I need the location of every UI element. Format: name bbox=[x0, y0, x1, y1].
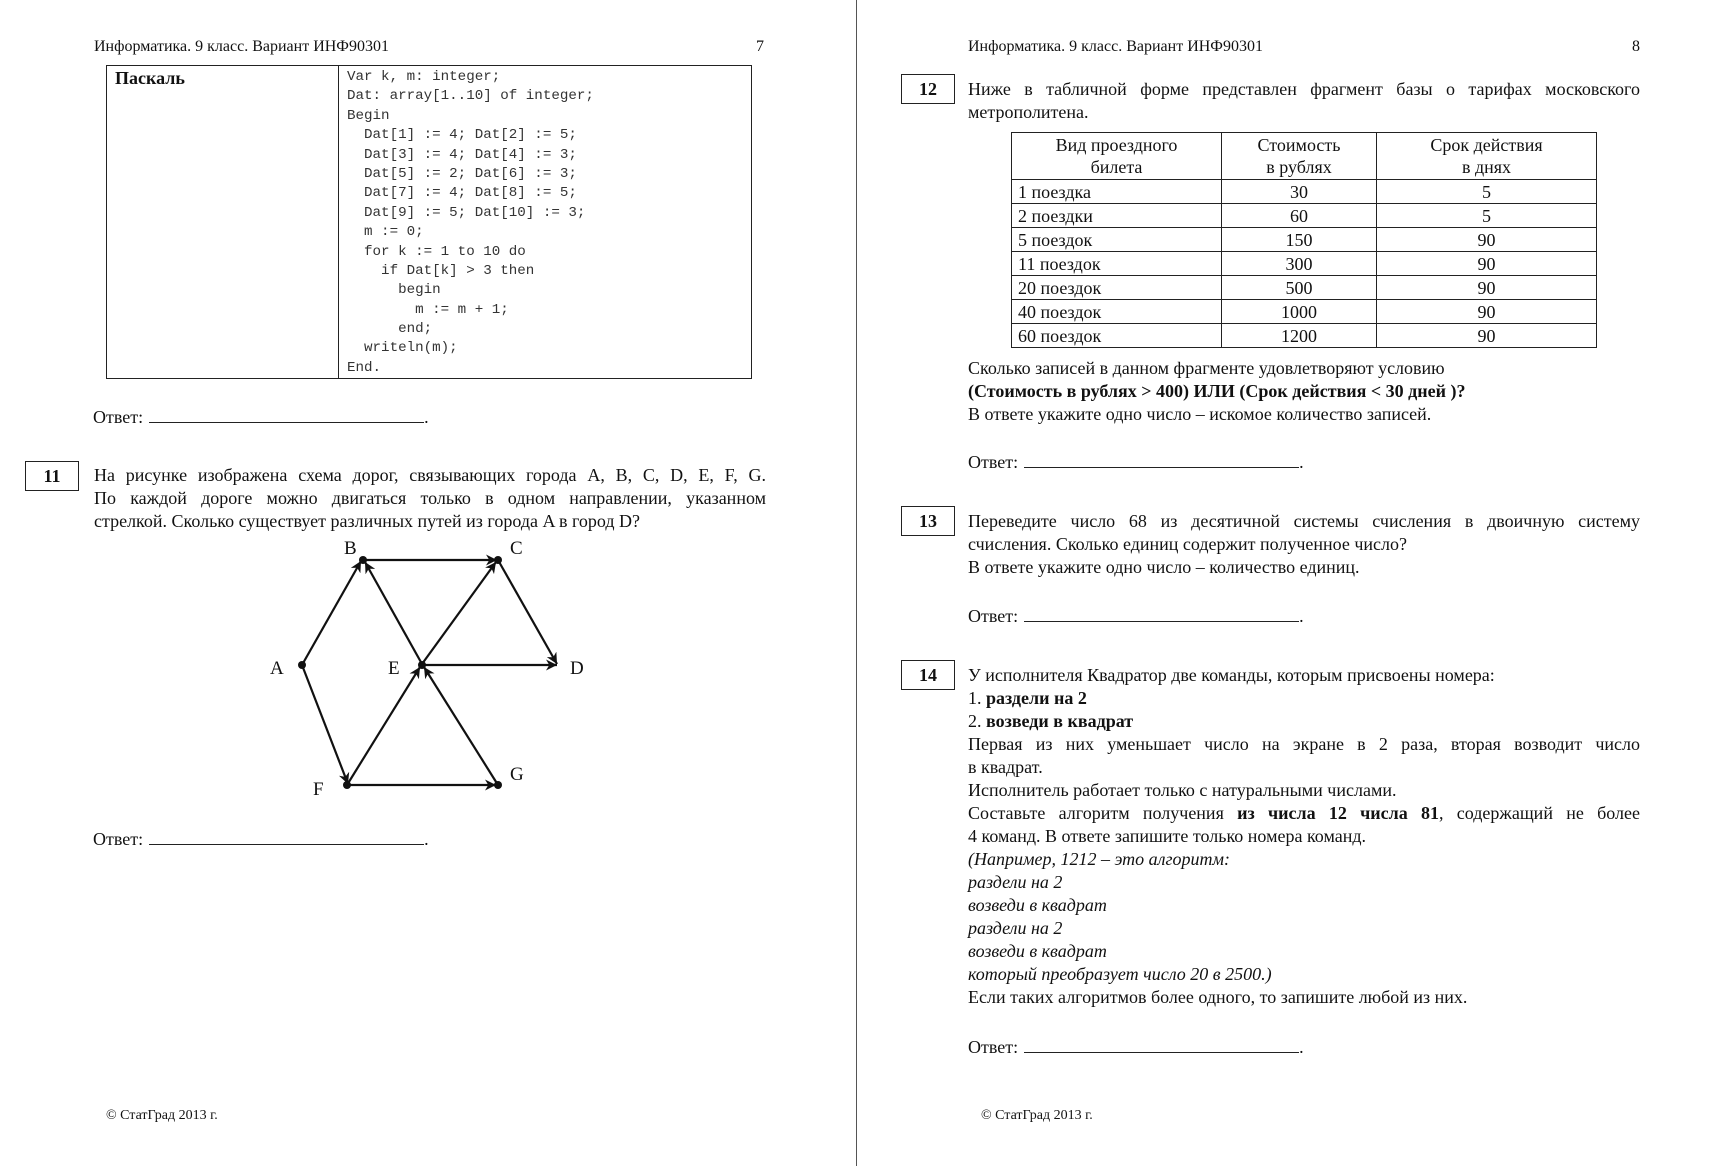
table-cell: 300 bbox=[1222, 252, 1377, 276]
task-14-text bbox=[968, 664, 1640, 1009]
task-13-line: Переведите число 68 из десятичной системы счисления в двоичную систему bbox=[968, 511, 1640, 531]
tariff-table bbox=[1011, 132, 1597, 348]
table-row bbox=[1012, 252, 1597, 276]
code-line: End. bbox=[347, 359, 382, 376]
task-12-condition: (Стоимость в рублях > 400) ИЛИ (Срок действия < 30 дней )? bbox=[968, 381, 1466, 401]
node-a bbox=[298, 661, 306, 669]
node-label-g: G bbox=[510, 764, 524, 785]
task-12-intro bbox=[968, 78, 1640, 124]
task-11-line: На рисунке изображена схема дорог, связывающих города A, B, C, D, E, F, G. bbox=[94, 465, 766, 485]
page-divider bbox=[856, 0, 857, 1166]
table-row bbox=[1012, 204, 1597, 228]
road-graph-diagram bbox=[0, 0, 856, 820]
page-number: 7 bbox=[756, 38, 764, 55]
node-b bbox=[359, 556, 367, 564]
table-cell: 40 поездок bbox=[1012, 300, 1222, 324]
table-cell: 20 поездок bbox=[1012, 276, 1222, 300]
edge-a-b bbox=[302, 561, 361, 665]
table-row bbox=[1012, 180, 1597, 204]
answer-11: Ответ: . bbox=[93, 829, 429, 849]
task-14-command-1: 1. раздели на 2 bbox=[968, 688, 1087, 708]
table-cell: 90 bbox=[1377, 276, 1597, 300]
task-14-example-line: (Например, 1212 – это алгоритм: bbox=[968, 849, 1231, 869]
code-line: Dat[1] := 4; Dat[2] := 5; bbox=[347, 127, 577, 144]
edge-a-f bbox=[302, 665, 348, 784]
task-14-example-line: возведи в квадрат bbox=[968, 941, 1107, 961]
code-line: m := m + 1; bbox=[347, 301, 509, 318]
answer-label: Ответ: bbox=[93, 829, 144, 849]
table-cell: 30 bbox=[1222, 180, 1377, 204]
answer-12: Ответ: . bbox=[968, 452, 1304, 472]
table-cell: 150 bbox=[1222, 228, 1377, 252]
task-number-13: 13 bbox=[901, 506, 955, 536]
node-label-a: A bbox=[270, 658, 284, 679]
edge-e-c bbox=[422, 562, 496, 664]
task-11-line: стрелкой. Сколько существует различных путей из города A в город D? bbox=[94, 511, 641, 531]
column-header: Стоимость в рублях bbox=[1222, 133, 1377, 180]
answer-label: Ответ: bbox=[968, 452, 1019, 472]
node-label-b: B bbox=[344, 538, 357, 559]
table-cell: 1 поездка bbox=[1012, 180, 1222, 204]
task-12-line: Сколько записей в данном фрагменте удовлетворяют условию bbox=[968, 358, 1445, 378]
node-label-e: E bbox=[388, 658, 400, 679]
answer-14: Ответ: . bbox=[968, 1037, 1304, 1057]
page-footer: © СтатГрад 2013 г. bbox=[106, 1108, 218, 1123]
code-line: for k := 1 to 10 do bbox=[347, 243, 526, 260]
answer-input-line[interactable] bbox=[149, 828, 424, 845]
code-line: begin bbox=[347, 282, 441, 299]
node-e bbox=[418, 661, 426, 669]
page-number: 8 bbox=[1632, 38, 1640, 55]
table-cell: 1000 bbox=[1222, 300, 1377, 324]
table-cell: 5 bbox=[1377, 180, 1597, 204]
code-line: Dat[9] := 5; Dat[10] := 3; bbox=[347, 204, 586, 221]
answer-13: Ответ: . bbox=[968, 606, 1304, 626]
code-line: Dat: array[1..10] of integer; bbox=[347, 88, 594, 105]
table-cell: 90 bbox=[1377, 324, 1597, 348]
task-11-line: По каждой дороге можно двигаться только в одном направлении, указанном bbox=[94, 488, 766, 508]
task-13-line: счисления. Сколько единиц содержит полученное число? bbox=[968, 534, 1407, 554]
task-number-12: 12 bbox=[901, 74, 955, 104]
column-header: Вид проездного билета bbox=[1012, 133, 1222, 180]
table-cell: 60 bbox=[1222, 204, 1377, 228]
answer-label: Ответ: bbox=[93, 407, 144, 427]
table-cell: 2 поездки bbox=[1012, 204, 1222, 228]
table-cell: 5 поездок bbox=[1012, 228, 1222, 252]
task-14-line: Если таких алгоритмов более одного, то запишите любой из них. bbox=[968, 987, 1468, 1007]
node-f bbox=[343, 781, 351, 789]
table-cell: 90 bbox=[1377, 300, 1597, 324]
page-header: Информатика. 9 класс. Вариант ИНФ90301 bbox=[94, 38, 389, 55]
table-cell: 90 bbox=[1377, 228, 1597, 252]
task-14-example-line: раздели на 2 bbox=[968, 872, 1063, 892]
table-cell: 500 bbox=[1222, 276, 1377, 300]
table-cell: 11 поездок bbox=[1012, 252, 1222, 276]
edge-g-e bbox=[424, 667, 498, 785]
answer-label: Ответ: bbox=[968, 606, 1019, 626]
page-footer: © СтатГрад 2013 г. bbox=[981, 1108, 1093, 1123]
table-cell: 90 bbox=[1377, 252, 1597, 276]
task-12-question bbox=[968, 357, 1668, 426]
answer-input-line[interactable] bbox=[1024, 605, 1299, 622]
task-number-11: 11 bbox=[25, 461, 79, 491]
answer-input-line[interactable] bbox=[1024, 1036, 1299, 1053]
answer-label: Ответ: bbox=[968, 1037, 1019, 1057]
task-number-14: 14 bbox=[901, 660, 955, 690]
task-12-line: В ответе укажите одно число – искомое количество записей. bbox=[968, 404, 1432, 424]
task-14-line: в квадрат. bbox=[968, 757, 1043, 777]
node-g bbox=[494, 781, 502, 789]
node-label-f: F bbox=[313, 779, 324, 800]
task-14-line: Исполнитель работает только с натуральными числами. bbox=[968, 780, 1397, 800]
node-c bbox=[494, 556, 502, 564]
code-line: Begin bbox=[347, 107, 390, 124]
table-cell: 1200 bbox=[1222, 324, 1377, 348]
code-language-label: Паскаль bbox=[107, 66, 339, 378]
node-label-d: D bbox=[570, 658, 584, 679]
task-14-example-line: раздели на 2 bbox=[968, 918, 1063, 938]
page-header: Информатика. 9 класс. Вариант ИНФ90301 bbox=[968, 38, 1263, 55]
table-header-row bbox=[1012, 133, 1597, 180]
task-14-line: Составьте алгоритм получения из числа 12 числа 81, содержащий не более bbox=[968, 803, 1640, 823]
edge-e-b bbox=[365, 562, 422, 664]
code-line: m := 0; bbox=[347, 224, 424, 241]
task-12-line: Ниже в табличной форме представлен фрагмент базы о тарифах московского bbox=[968, 79, 1640, 99]
node-label-c: C bbox=[510, 538, 523, 559]
code-line: if Dat[k] > 3 then bbox=[347, 262, 535, 279]
code-line: writeln(m); bbox=[347, 340, 458, 357]
task-14-example-line: возведи в квадрат bbox=[968, 895, 1107, 915]
table-row bbox=[1012, 324, 1597, 348]
task-13-line: В ответе укажите одно число – количество единиц. bbox=[968, 557, 1360, 577]
task-14-line: Первая из них уменьшает число на экране в 2 раза, вторая возводит число bbox=[968, 734, 1640, 754]
code-line: Dat[5] := 2; Dat[6] := 3; bbox=[347, 165, 577, 182]
task-14-line: 4 команд. В ответе запишите только номера команд. bbox=[968, 826, 1366, 846]
code-line: Dat[3] := 4; Dat[4] := 3; bbox=[347, 146, 577, 163]
code-line: Var k, m: integer; bbox=[347, 69, 501, 85]
code-line: Dat[7] := 4; Dat[8] := 5; bbox=[347, 185, 577, 202]
table-row bbox=[1012, 300, 1597, 324]
task-12-line: метрополитена. bbox=[968, 102, 1089, 122]
code-line: end; bbox=[347, 321, 433, 338]
task-14-example-line: который преобразует число 20 в 2500.) bbox=[968, 964, 1272, 984]
task-14-intro: У исполнителя Квадратор две команды, которым присвоены номера: bbox=[968, 665, 1495, 685]
answer-input-line[interactable] bbox=[1024, 451, 1299, 468]
column-header: Срок действия в днях bbox=[1377, 133, 1597, 180]
table-cell: 60 поездок bbox=[1012, 324, 1222, 348]
task-13-text bbox=[968, 510, 1640, 579]
table-row bbox=[1012, 228, 1597, 252]
edge-c-d bbox=[498, 560, 557, 664]
edge-f-e bbox=[347, 667, 420, 785]
answer-10: Ответ: . bbox=[93, 407, 429, 427]
table-cell: 5 bbox=[1377, 204, 1597, 228]
task-14-command-2: 2. возведи в квадрат bbox=[968, 711, 1134, 731]
table-row bbox=[1012, 276, 1597, 300]
